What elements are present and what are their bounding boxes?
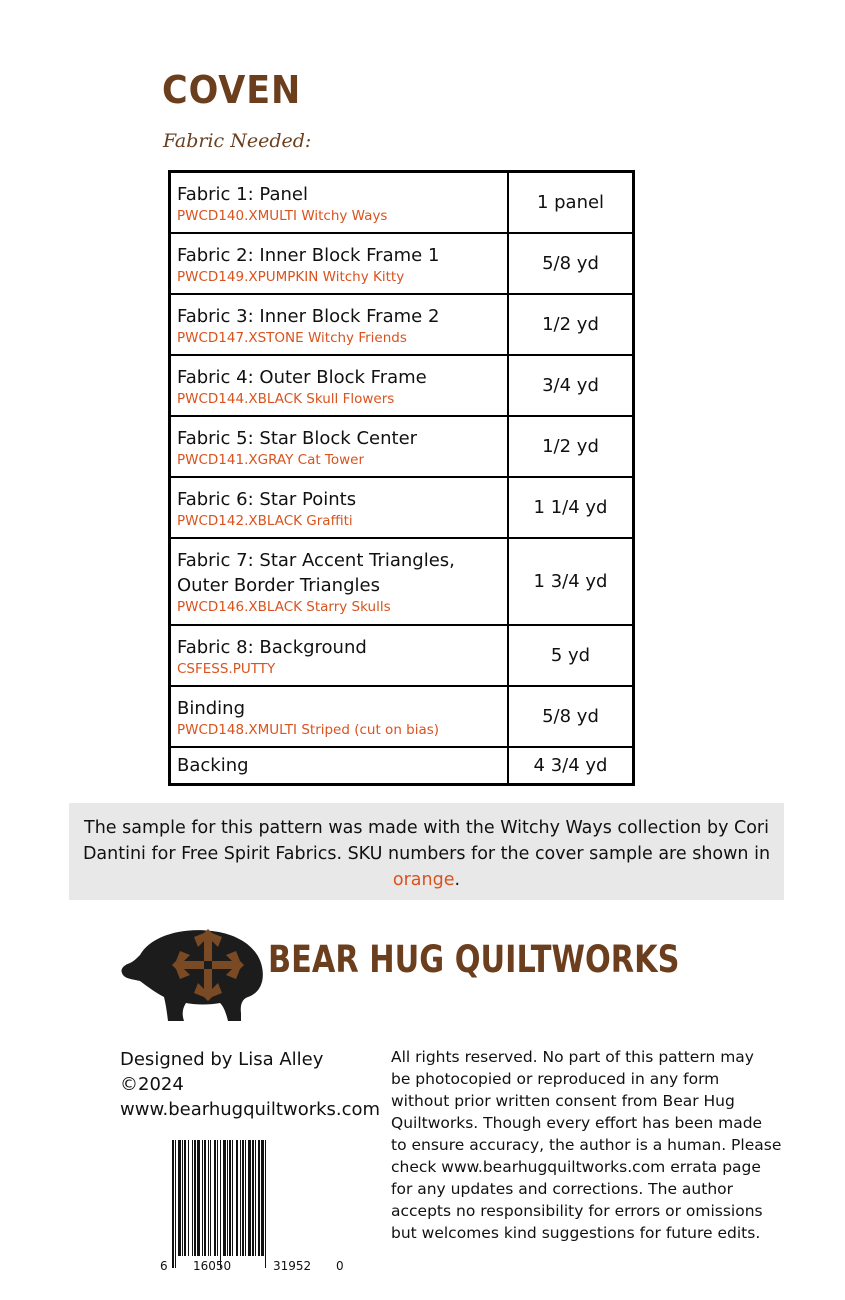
fabric-sku: PWCD142.XBLACK Graffiti: [177, 512, 353, 529]
table-row: [170, 172, 634, 233]
barcode-digit-last: 0: [336, 1259, 344, 1273]
table-row: [170, 747, 634, 785]
fabric-name: Fabric 6: Star Points: [177, 488, 357, 510]
fabric-name: Fabric 1: Panel: [177, 183, 308, 205]
barcode-bar: [182, 1140, 183, 1256]
barcode-bar: [192, 1140, 193, 1256]
barcode-bar: [229, 1140, 231, 1256]
fabric-amount: 1/2 yd: [508, 416, 634, 477]
barcode: [160, 1140, 355, 1275]
table-row: [170, 355, 634, 416]
designer-name: Designed by Lisa Alley: [120, 1049, 324, 1070]
sample-note-end: .: [454, 870, 461, 890]
barcode-bar: [240, 1140, 241, 1256]
barcode-bar: [223, 1140, 226, 1256]
barcode-group-left: 16050: [193, 1259, 232, 1273]
table-row: [170, 294, 634, 355]
barcode-bar: [227, 1140, 228, 1256]
pattern-title: COVEN: [162, 68, 302, 112]
fabric-sku: PWCD144.XBLACK Skull Flowers: [177, 390, 395, 407]
barcode-bar: [197, 1140, 200, 1256]
fabric-sku: PWCD147.XSTONE Witchy Friends: [177, 329, 407, 346]
bear-with-star-icon: [120, 925, 265, 1025]
rights-notice: All rights reserved. No part of this pattern may be photocopied or reproduced in any form without prior written consent from Bear Hug Quiltworks. Though every effort has been made to ensure accuracy, the author is a human. Please check www.bearhugquiltworks.com errata page for any updates and corrections. The author accepts no responsibility for errors or omissions but welcomes kind suggestions for future edits.: [391, 1048, 782, 1242]
barcode-bar: [265, 1140, 266, 1268]
fabric-name: Fabric 7: Star Accent Triangles, Outer Border Triangles: [177, 550, 455, 596]
barcode-bar: [217, 1140, 218, 1256]
barcode-bar: [242, 1140, 244, 1256]
barcode-bars: [172, 1140, 266, 1268]
fabric-sku: PWCD149.XPUMPKIN Witchy Kitty: [177, 268, 405, 285]
copyright: ©2024: [120, 1074, 184, 1095]
barcode-bar: [258, 1140, 260, 1256]
fabric-sku: PWCD140.XMULTI Witchy Ways: [177, 207, 388, 224]
fabric-name: Fabric 2: Inner Block Frame 1: [177, 244, 440, 266]
barcode-digit-first: 6: [160, 1259, 168, 1273]
barcode-bar: [208, 1140, 209, 1256]
barcode-bar: [248, 1140, 251, 1256]
table-row: [170, 477, 634, 538]
barcode-bar: [236, 1140, 238, 1256]
fabric-amount: 5/8 yd: [508, 686, 634, 747]
fabric-amount: 5/8 yd: [508, 233, 634, 294]
fabric-name: Fabric 5: Star Block Center: [177, 427, 418, 449]
barcode-group-right: 31952: [273, 1259, 312, 1273]
table-row: [170, 686, 634, 747]
website-link[interactable]: www.bearhugquiltworks.com: [120, 1099, 381, 1120]
barcode-bar: [252, 1140, 254, 1256]
table-row: [170, 416, 634, 477]
barcode-bar: [204, 1140, 206, 1256]
barcode-bar: [214, 1140, 216, 1256]
fabric-amount: 1/2 yd: [508, 294, 634, 355]
barcode-bar: [232, 1140, 233, 1256]
table-row: [170, 625, 634, 686]
barcode-bar: [178, 1140, 181, 1256]
fabric-amount: 1 3/4 yd: [508, 538, 634, 625]
fabric-amount: 4 3/4 yd: [508, 747, 634, 785]
brand-name: BEAR HUG QUILTWORKS: [268, 938, 680, 981]
fabric-sku: PWCD141.XGRAY Cat Tower: [177, 451, 365, 468]
fabric-amount: 3/4 yd: [508, 355, 634, 416]
fabric-name: Fabric 4: Outer Block Frame: [177, 366, 427, 388]
sample-note-text: The sample for this pattern was made with the Witchy Ways collection by Cori Dantini for Free Spirit Fabrics. SKU numbers for the cover sample are shown in: [82, 818, 771, 864]
table-row: [170, 538, 634, 625]
fabric-table: [168, 170, 635, 786]
fabric-name: Binding: [177, 697, 246, 719]
fabric-name: Fabric 8: Background: [177, 636, 367, 658]
fabric-sku: PWCD148.XMULTI Striped (cut on bias): [177, 721, 440, 738]
barcode-bar: [172, 1140, 174, 1268]
fabric-name: Backing: [177, 754, 249, 776]
barcode-bar: [194, 1140, 196, 1256]
fabric-sku: CSFESS.PUTTY: [177, 660, 276, 677]
sample-note-highlight: orange: [392, 870, 455, 890]
barcode-bar: [255, 1140, 256, 1256]
designer-info: [120, 1047, 380, 1122]
fabric-amount: 1 panel: [508, 172, 634, 233]
barcode-bar: [245, 1140, 246, 1256]
barcode-bar: [261, 1140, 264, 1256]
barcode-bar: [210, 1140, 211, 1256]
barcode-bar: [184, 1140, 186, 1256]
fabric-amount: 5 yd: [508, 625, 634, 686]
fabric-name: Fabric 3: Inner Block Frame 2: [177, 305, 440, 327]
barcode-bar: [188, 1140, 189, 1256]
barcode-bar: [175, 1140, 176, 1268]
barcode-bar: [202, 1140, 203, 1256]
fabric-sku: PWCD146.XBLACK Starry Skulls: [177, 599, 391, 615]
sample-note: [69, 803, 784, 900]
fabric-needed-heading: Fabric Needed:: [163, 130, 312, 152]
fabric-amount: 1 1/4 yd: [508, 477, 634, 538]
barcode-bar: [220, 1140, 221, 1268]
table-row: [170, 233, 634, 294]
